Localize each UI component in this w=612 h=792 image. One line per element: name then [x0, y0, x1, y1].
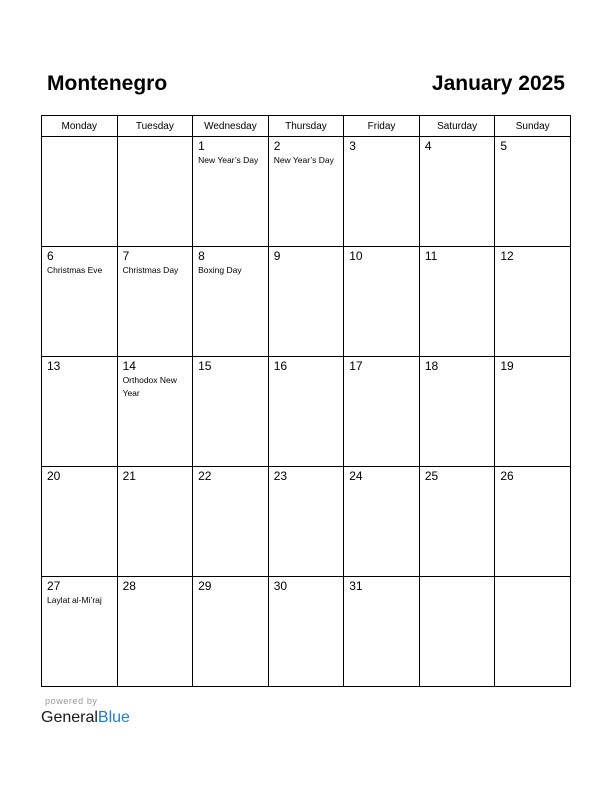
weekday-header: Saturday	[419, 116, 495, 137]
holiday-label: Christmas Eve	[47, 265, 103, 275]
day-cell	[268, 357, 344, 467]
brand-logo[interactable]	[41, 708, 130, 728]
empty-day-cell	[419, 577, 495, 687]
day-cell	[419, 357, 495, 467]
weekday-header: Tuesday	[117, 116, 193, 137]
holiday-label: Christmas Day	[122, 265, 179, 275]
day-number	[118, 137, 193, 140]
day-cell	[344, 467, 420, 577]
day-number: 31	[349, 579, 363, 593]
month-year-title: January 2025	[431, 72, 565, 95]
day-cell	[344, 357, 420, 467]
day-cell	[495, 137, 571, 247]
day-cell	[419, 137, 495, 247]
day-cell	[42, 357, 118, 467]
day-cell	[344, 137, 420, 247]
day-number: 24	[349, 469, 363, 483]
day-cell	[268, 247, 344, 357]
day-cell	[268, 137, 344, 247]
day-number: 9	[273, 249, 281, 263]
day-cell	[268, 577, 344, 687]
calendar-grid	[41, 115, 571, 687]
powered-by-text: powered by	[45, 696, 98, 706]
day-number: 8	[198, 249, 205, 263]
day-number: 30	[273, 579, 288, 593]
day-number: 11	[424, 249, 438, 263]
day-cell	[117, 247, 193, 357]
day-number: 7	[122, 249, 130, 263]
day-number: 16	[273, 359, 288, 373]
weekday-header: Thursday	[268, 116, 344, 137]
holiday-label: New Year’s Day	[273, 155, 334, 165]
week-row	[42, 467, 571, 577]
day-number: 10	[349, 249, 363, 263]
day-cell	[193, 357, 269, 467]
weekday-header: Friday	[344, 116, 420, 137]
week-row	[42, 577, 571, 687]
day-cell	[42, 247, 118, 357]
day-number: 29	[198, 579, 212, 593]
country-title: Montenegro	[47, 72, 168, 95]
day-number: 18	[424, 359, 439, 373]
day-cell	[495, 467, 571, 577]
day-number	[42, 137, 117, 140]
day-cell	[419, 467, 495, 577]
day-number: 4	[424, 139, 432, 153]
day-cell	[117, 577, 193, 687]
day-cell	[193, 137, 269, 247]
holiday-label: Laylat al-Mi’raj	[47, 595, 102, 605]
day-number: 1	[198, 139, 205, 153]
weekday-header: Wednesday	[193, 116, 269, 137]
day-cell	[495, 357, 571, 467]
week-row	[42, 357, 571, 467]
weekday-header: Monday	[42, 116, 118, 137]
day-cell	[42, 467, 118, 577]
day-cell	[117, 467, 193, 577]
day-cell	[193, 467, 269, 577]
day-number: 12	[500, 249, 514, 263]
footer-branding	[41, 696, 130, 728]
day-number: 13	[47, 359, 61, 373]
empty-day-cell	[42, 137, 118, 247]
day-number: 3	[349, 139, 356, 153]
holiday-label: New Year’s Day	[198, 155, 259, 165]
day-number: 22	[198, 469, 212, 483]
day-number: 25	[424, 469, 439, 483]
day-cell	[419, 247, 495, 357]
day-cell	[268, 467, 344, 577]
day-number: 28	[122, 579, 136, 593]
brand-blue: Blue	[97, 709, 130, 726]
day-number: 27	[47, 579, 61, 593]
day-number: 6	[47, 249, 54, 263]
day-number: 5	[500, 139, 508, 153]
day-number: 15	[198, 359, 212, 373]
holiday-label: Boxing Day	[198, 265, 242, 275]
empty-day-cell	[495, 577, 571, 687]
day-cell	[193, 577, 269, 687]
day-cell	[117, 357, 193, 467]
day-number: 14	[122, 359, 136, 373]
day-cell	[344, 577, 420, 687]
holiday-label: Orthodox New Year	[122, 375, 177, 398]
day-cell	[495, 247, 571, 357]
day-number	[420, 577, 495, 580]
weekday-header-row	[42, 116, 571, 137]
weekday-header: Sunday	[495, 116, 571, 137]
day-number: 21	[122, 469, 136, 483]
empty-day-cell	[117, 137, 193, 247]
day-cell	[42, 577, 118, 687]
day-cell	[193, 247, 269, 357]
day-number: 23	[273, 469, 288, 483]
brand-general: General	[41, 709, 98, 726]
day-number: 20	[47, 469, 61, 483]
week-row	[42, 247, 571, 357]
week-row	[42, 137, 571, 247]
day-cell	[344, 247, 420, 357]
day-number: 17	[349, 359, 363, 373]
day-number	[495, 577, 570, 580]
day-number: 26	[500, 469, 514, 483]
day-number: 2	[273, 139, 281, 153]
day-number: 19	[500, 359, 514, 373]
